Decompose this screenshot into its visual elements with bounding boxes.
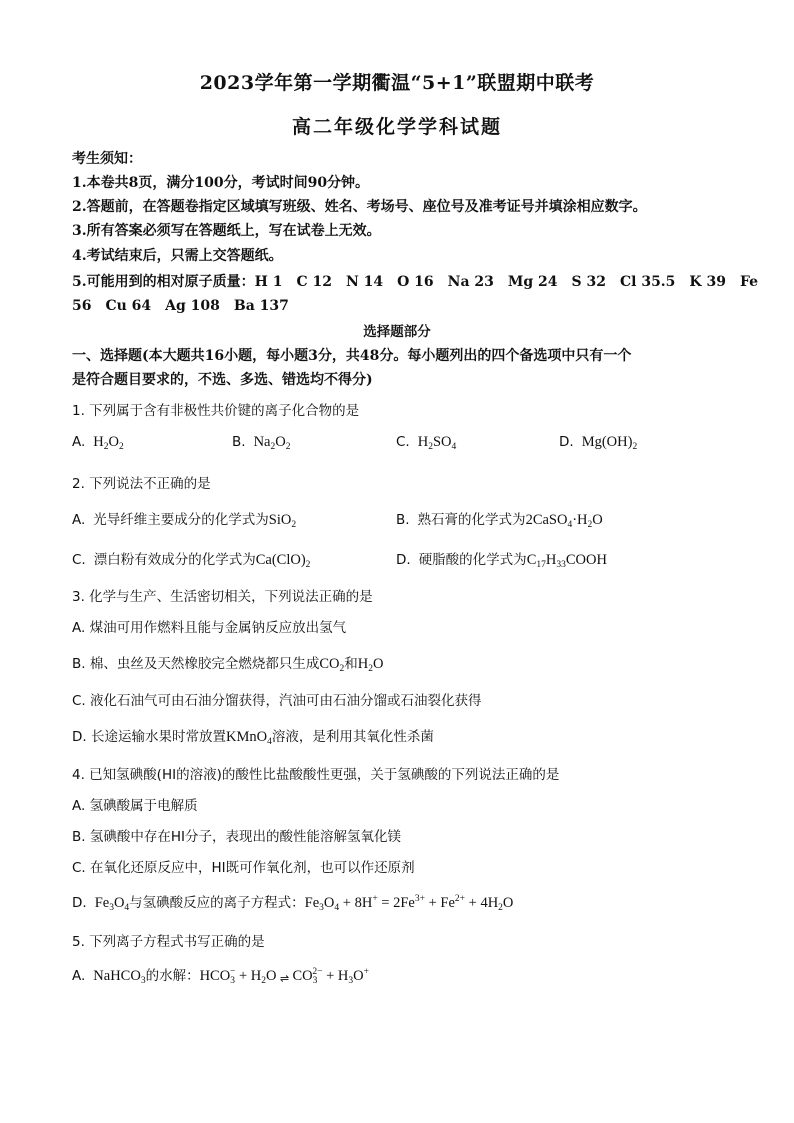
q2-option-b: B. 熟石膏的化学式为$2CaSO_4\cdot H_2O$ <box>396 512 603 530</box>
question-1-stem: 1. 下列属于含有非极性共价键的离子化合物的是 <box>72 403 360 419</box>
q3-option-b: B. 棉、虫丝及天然橡胶完全燃烧都只生成$CO_2$和$H_2O$ <box>72 656 384 674</box>
q2-option-d: D. 硬脂酸的化学式为$C_{17}H_{33}COOH$ <box>396 552 607 570</box>
question-4-stem: 4. 已知氢碘酸(HI的溶液)的酸性比盐酸酸性更强，关于氢碘酸的下列说法正确的是 <box>72 767 560 783</box>
notice-item: 1.本卷共8页，满分100分，考试时间90分钟。 <box>72 175 370 191</box>
notice-heading: 考生须知： <box>72 151 142 167</box>
q1-option-d: D. $Mg(OH)_2$ <box>559 434 638 452</box>
section-title: 选择题部分 <box>363 324 431 340</box>
q4-option-d: D. $Fe_3O_4$与氢碘酸反应的离子方程式：$Fe_3O_4 + 8H^+ = 2Fe^{3+} + Fe^{2+} + 4H_2O$ <box>72 894 514 913</box>
q2-option-a: A. 光导纤维主要成分的化学式为SiO$_2$ <box>72 512 297 530</box>
equilibrium-arrow-icon: ⇌ <box>279 972 290 985</box>
q3-option-a: A. 煤油可用作燃料且能与金属钠反应放出氢气 <box>72 620 347 636</box>
part-heading: 是符合题目要求的，不选、多选、错选均不得分) <box>72 372 373 388</box>
question-3-stem: 3. 化学与生产、生活密切相关，下列说法正确的是 <box>72 589 373 605</box>
q4-option-c: C. 在氧化还原反应中，HI既可作氧化剂，也可以作还原剂 <box>72 860 415 876</box>
notice-item: 4.考试结束后，只需上交答题纸。 <box>72 248 283 264</box>
exam-title: 2023学年第一学期衢温“5+1”联盟期中联考 <box>199 72 595 94</box>
q3-option-c: C. 液化石油气可由石油分馏获得，汽油可由石油分馏或石油裂化获得 <box>72 693 482 709</box>
q3-option-d: D. 长途运输水果时常放置KMnO$_4$溶液，是利用其氧化性杀菌 <box>72 729 434 747</box>
notice-item: 5.可能用到的相对原子质量：H 1 C 12 N 14 O 16 Na 23 Mg 24 S 32 Cl 35.5 K 39 Fe <box>72 274 759 290</box>
part-heading: 一、选择题(本大题共16小题，每小题3分，共48分。每小题列出的四个备选项中只有一个 <box>72 348 632 364</box>
notice-item: 2.答题前，在答题卷指定区域填写班级、姓名、考场号、座位号及准考证号并填涂相应数字。 <box>72 199 647 215</box>
q1-option-c: C. $H_2SO_4$ <box>396 434 457 452</box>
q2-option-c: C. 漂白粉有效成分的化学式为$Ca(ClO)_2$ <box>72 552 311 570</box>
q1-option-b: B. $Na_2O_2$ <box>232 434 291 452</box>
question-2-stem: 2. 下列说法不正确的是 <box>72 476 211 492</box>
question-5-stem: 5. 下列离子方程式书写正确的是 <box>72 934 265 950</box>
notice-item: 56 Cu 64 Ag 108 Ba 137 <box>72 298 289 314</box>
notice-item: 3.所有答案必须写在答题纸上，写在试卷上无效。 <box>72 223 381 239</box>
q4-option-b: B. 氢碘酸中存在HI分子，表现出的酸性能溶解氢氧化镁 <box>72 829 401 845</box>
q1-option-a: A. $H_2O_2$ <box>72 434 124 452</box>
q4-option-a: A. 氢碘酸属于电解质 <box>72 798 198 814</box>
exam-subtitle: 高二年级化学学科试题 <box>291 116 502 138</box>
q5-option-a: A. NaHCO$_3$的水解：$HCO_3^- + H_2O$ ⇌ $CO_3^{2-} + H_3O^+$ <box>72 967 369 986</box>
